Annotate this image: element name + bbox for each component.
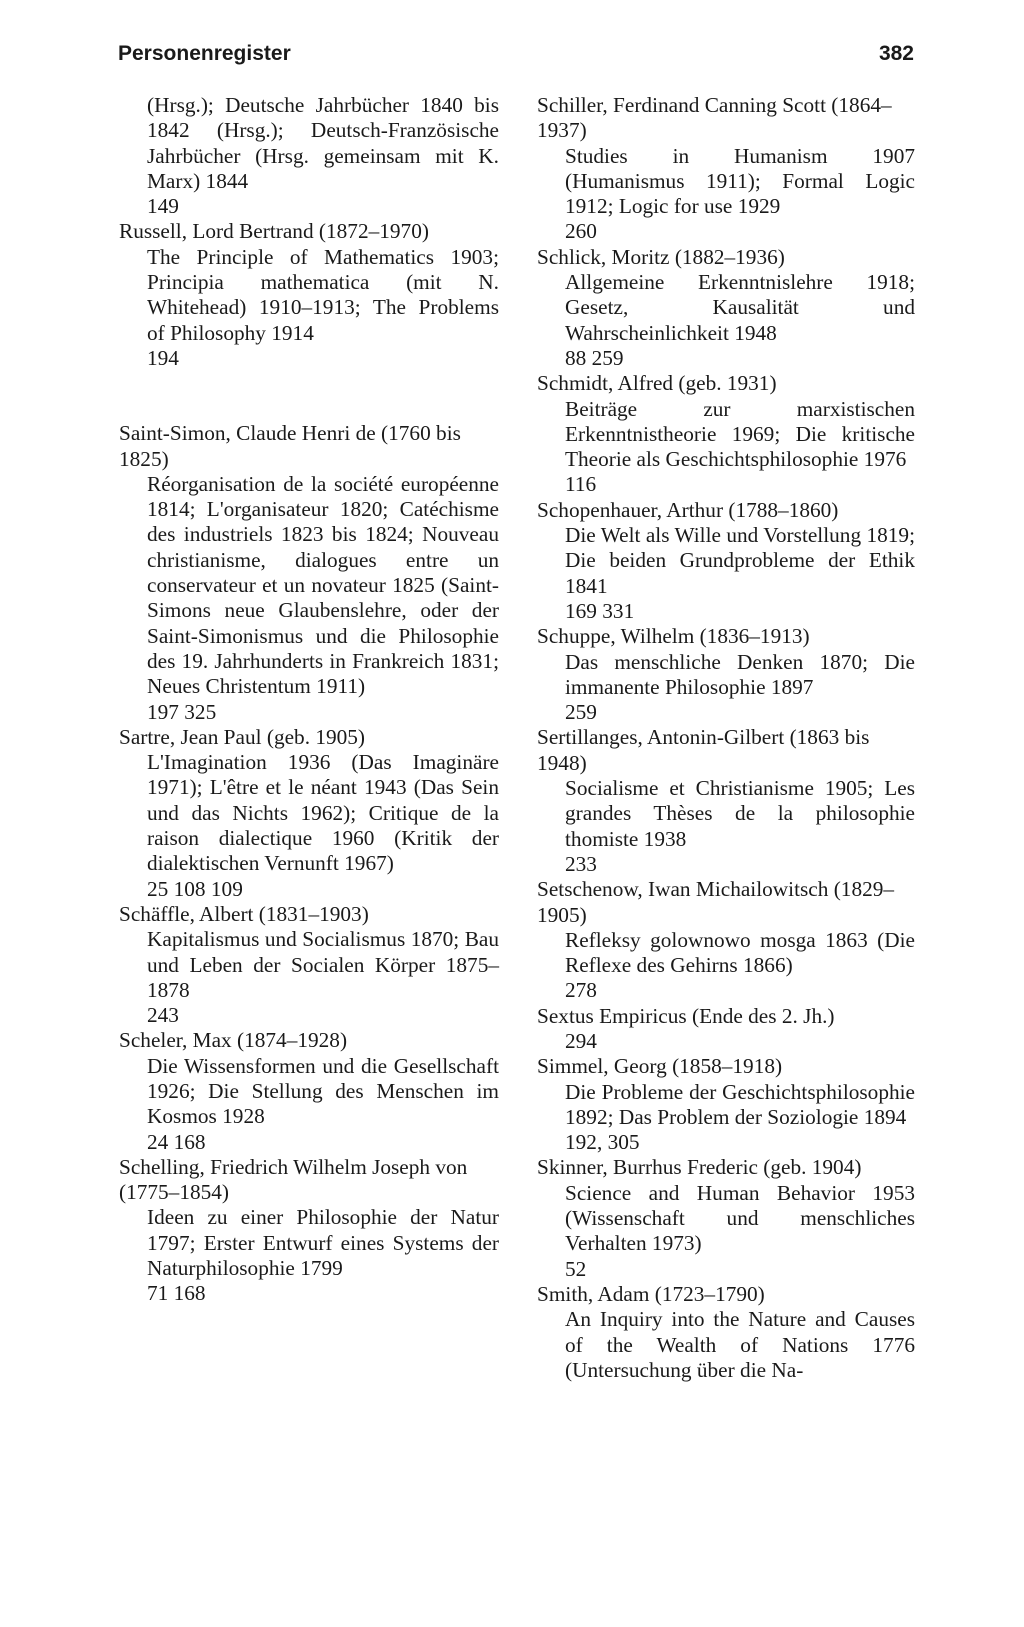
entry-works: Réorganisation de la société européenne 1814; L'organisateur 1820; Catéchisme des industriels 1823 bis 1824; Nouveau christianisme, dialogues entre un conservateur et un novateur 1825 (Saint-Simons neue Glaubenslehre, oder der Saint-Simonismus und die Philosophie des 19. Jahrhunderts in Frankreich 1831; Neues Christentum 1911)	[147, 471, 499, 699]
entry-works: L'Imagination 1936 (Das Imaginäre 1971); L'être et le néant 1943 (Das Sein und das Nichts 1962); Critique de la raison dialectique 1960 (Kritik der dialektischen Vernunft 1967)	[147, 750, 499, 876]
index-entry	[537, 498, 915, 624]
entry-works: Socialisme et Christianisme 1905; Les grandes Thèses de la philosophie thomiste 1938	[565, 776, 915, 851]
index-entry	[119, 219, 499, 371]
entry-works: The Principle of Mathematics 1903; Principia mathematica (mit N. Whitehead) 1910–1913; The Problems of Philosophy 1914	[147, 244, 499, 345]
entry-head: Schlick, Moritz (1882–1936)	[537, 244, 785, 269]
index-entry	[537, 1155, 915, 1281]
entry-works: Refleksy golownowo mosga 1863 (Die Reflexe des Gehirns 1866)	[565, 927, 915, 978]
entry-pages: 197 325	[147, 699, 217, 724]
entry-works: Studies in Humanism 1907 (Humanismus 1911); Formal Logic 1912; Logic for use 1929	[565, 143, 915, 219]
entry-head: Sextus Empiricus (Ende des 2. Jh.)	[537, 1003, 835, 1028]
entry-head: Saint-Simon, Claude Henri de (1760 bis 1825)	[119, 421, 461, 471]
entry-pages: 259	[565, 700, 597, 725]
index-entry	[537, 245, 915, 371]
entry-pages: 169 331	[565, 598, 635, 623]
index-entry	[537, 93, 915, 245]
entry-pages: 243	[147, 1003, 179, 1028]
entry-works: Ideen zu einer Philosophie der Natur 1797; Erster Entwurf eines Systems der Naturphilosophie 1799	[147, 1205, 499, 1281]
entry-pages: 149	[147, 194, 179, 219]
index-entry	[537, 1004, 915, 1055]
page-number: 382	[878, 42, 914, 65]
index-entry	[119, 1028, 499, 1154]
entry-head: Schelling, Friedrich Wilhelm Joseph von (1775–1854)	[119, 1154, 468, 1205]
entry-pages: 278	[565, 978, 597, 1003]
index-entry	[119, 725, 499, 902]
entry-pages: 192, 305	[565, 1130, 640, 1155]
entry-works: An Inquiry into the Nature and Causes of the Wealth of Nations 1776 (Untersuchung über die Na-	[565, 1307, 915, 1382]
entry-pages: 116	[565, 472, 597, 497]
entry-works: Kapitalismus und Socialismus 1870; Bau und Leben der Socialen Körper 1875–1878	[147, 927, 499, 1002]
entry-head: Russell, Lord Bertrand (1872–1970)	[119, 219, 429, 244]
entry-pages: 71 168	[147, 1281, 206, 1306]
entry-works: Die Probleme der Geschichtsphilosophie 1892; Das Problem der Soziologie 1894	[565, 1079, 915, 1129]
index-entry	[537, 877, 915, 1003]
left-column	[119, 93, 499, 1307]
entry-head: Setschenow, Iwan Michailowitsch (1829–1905)	[537, 877, 895, 927]
entry-works: Das menschliche Denken 1870; Die immanente Philosophie 1897	[565, 649, 915, 699]
entry-pages: 260	[565, 219, 597, 244]
entry-pages: 294	[565, 1028, 597, 1053]
index-entry	[119, 93, 499, 219]
entry-head: Schuppe, Wilhelm (1836–1913)	[537, 624, 810, 649]
entry-works: Science and Human Behavior 1953 (Wissenschaft und menschliches Verhalten 1973)	[565, 1180, 915, 1256]
entry-head: Schiller, Ferdinand Canning Scott (1864–1937)	[537, 93, 892, 143]
index-entry	[537, 725, 915, 877]
entry-pages: 25 108 109	[147, 876, 243, 901]
index-entry	[119, 902, 499, 1028]
page-title: Personenregister	[118, 42, 291, 65]
right-column	[537, 93, 915, 1383]
blank-gap	[119, 371, 499, 421]
entry-head: Simmel, Georg (1858–1918)	[537, 1054, 783, 1079]
entry-works: (Hrsg.); Deutsche Jahrbücher 1840 bis 1842 (Hrsg.); Deutsch-Französische Jahrbücher (Hrsg. gemeinsam mit K. Marx) 1844	[147, 93, 499, 193]
entry-pages: 52	[565, 1256, 587, 1281]
index-entry	[537, 1054, 915, 1155]
entry-pages: 233	[565, 851, 597, 876]
entry-works: Die Wissensformen und die Gesellschaft 1926; Die Stellung des Menschen im Kosmos 1928	[147, 1053, 499, 1129]
entry-head: Scheler, Max (1874–1928)	[119, 1028, 348, 1053]
entry-head: Schopenhauer, Arthur (1788–1860)	[537, 497, 839, 522]
entry-head: Smith, Adam (1723–1790)	[537, 1281, 765, 1306]
entry-head: Schäffle, Albert (1831–1903)	[119, 901, 369, 926]
entry-pages: 194	[147, 345, 179, 370]
index-entry	[537, 1282, 915, 1383]
entry-pages: 88 259	[565, 345, 624, 370]
page-header	[118, 42, 914, 76]
entry-pages: 24 168	[147, 1129, 206, 1154]
entry-works: Beiträge zur marxistischen Erkenntnistheorie 1969; Die kritische Theorie als Geschichtsphilosophie 1976	[565, 396, 915, 472]
index-entry	[119, 421, 499, 725]
index-entry	[537, 371, 915, 497]
entry-head: Schmidt, Alfred (geb. 1931)	[537, 371, 777, 396]
entry-head: Sartre, Jean Paul (geb. 1905)	[119, 724, 366, 749]
entry-head: Sertillanges, Antonin-Gilbert (1863 bis 1948)	[537, 725, 870, 775]
index-entry	[119, 1155, 499, 1307]
entry-head: Skinner, Burrhus Frederic (geb. 1904)	[537, 1155, 862, 1180]
entry-works: Allgemeine Erkenntnislehre 1918; Gesetz, Kausalität und Wahrscheinlichkeit 1948	[565, 270, 915, 345]
entry-works: Die Welt als Wille und Vorstellung 1819; Die beiden Grundprobleme der Ethik 1841	[565, 523, 915, 598]
index-entry	[537, 624, 915, 725]
